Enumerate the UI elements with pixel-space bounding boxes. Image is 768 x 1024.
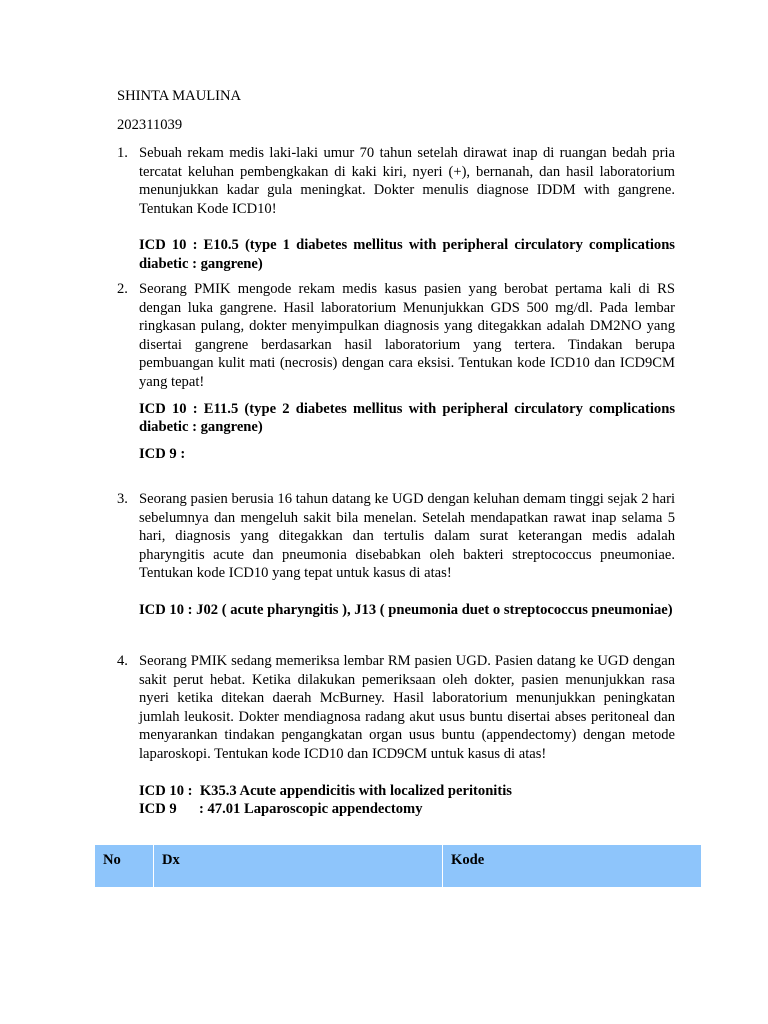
- table-header-no: No: [95, 845, 154, 888]
- question-number: 2.: [117, 281, 128, 297]
- table-header-kode: Kode: [443, 845, 702, 888]
- answer-icd10: ICD 10 : E10.5 (type 1 diabetes mellitus with peripheral circulatory complications diabetic : gangrene): [139, 237, 675, 272]
- codes-table: [94, 844, 702, 888]
- student-id: 202311039: [117, 117, 183, 133]
- answer-icd10-value: K35.3 Acute appendicitis with localized peritonitis: [199, 782, 512, 799]
- answer-icd9-value: : 47.01 Laparoscopic appendectomy: [199, 801, 423, 818]
- question-text: Seorang PMIK sedang memeriksa lembar RM pasien UGD. Pasien datang ke UGD dengan sakit perut hebat. Ketika dilakukan pemeriksaan oleh dokter, pasien menunjukkan rasa nyeri ketika ditekan daerah McBurney. Hasil laboratorium menunjukkan peningkatan jumlah leukosit. Dokter mendiagnosa radang akut usus buntu disertai abses peritoneal dan menyarankan tindakan pengangkatan organ usus buntu (appendectomy) dengan metode laparoskopi. Tentukan kode ICD10 dan ICD9CM untuk kasus di atas!: [139, 653, 675, 762]
- answer-icd9-row: [139, 800, 675, 819]
- question-2: [117, 280, 675, 463]
- question-4: [117, 652, 675, 819]
- answer-icd10-label: ICD 10 :: [139, 782, 193, 799]
- answer-icd9-label: ICD 9: [139, 801, 177, 818]
- answer-icd9: ICD 9 :: [139, 445, 186, 462]
- table-header-dx: Dx: [154, 845, 443, 888]
- question-number: 3.: [117, 491, 128, 507]
- question-1: [117, 144, 675, 274]
- question-number: 1.: [117, 145, 128, 161]
- answer-icd10-row: [139, 782, 675, 801]
- table-header-row: [95, 845, 702, 888]
- question-text: Seorang pasien berusia 16 tahun datang ke UGD dengan keluhan demam tinggi sejak 2 hari sebelumnya dan mengeluh sakit bila menelan. Setelah mendapatkan rawat inap selama 5 hari, diagnosis yang ditegakkan dan tertulis dalam surat keterangan medis adalah pharyngitis acute dan pneumonia disebabkan oleh bakteri streptococcus pneumoniae. Tentukan kode ICD10 yang tepat untuk kasus di atas!: [139, 491, 675, 582]
- question-text: Seorang PMIK mengode rekam medis kasus pasien yang berobat pertama kali di RS dengan luka gangrene. Hasil laboratorium Menunjukkan GDS 500 mg/dl. Pada lembar ringkasan pulang, dokter menyimpulkan diagnosis yang ditegakkan adalah DM2NO yang disertai gangrene berdasarkan hasil laboratorium yang tertera. Tindakan berupa pembuangan kulit mati (necrosis) dengan cara eksisi. Tentukan kode ICD10 dan ICD9CM yang tepat!: [139, 281, 675, 390]
- student-name: SHINTA MAULINA: [117, 88, 242, 104]
- question-text: Sebuah rekam medis laki-laki umur 70 tahun setelah dirawat inap di ruangan bedah pria tercatat keluhan pembengkakan di kaki kiri, nyeri (+), bernanah, dan hasil laboratorium menunjukkan kadar gula meningkat. Dokter menulis diagnose IDDM with gangrene. Tentukan Kode ICD10!: [139, 145, 675, 217]
- answer-icd10: ICD 10 : J02 ( acute pharyngitis ), J13 ( pneumonia duet o streptococcus pneumoniae): [139, 601, 673, 618]
- question-3: [117, 490, 675, 620]
- question-number: 4.: [117, 653, 128, 669]
- answer-icd10: ICD 10 : E11.5 (type 2 diabetes mellitus with peripheral circulatory complications diabetic : gangrene): [139, 400, 675, 436]
